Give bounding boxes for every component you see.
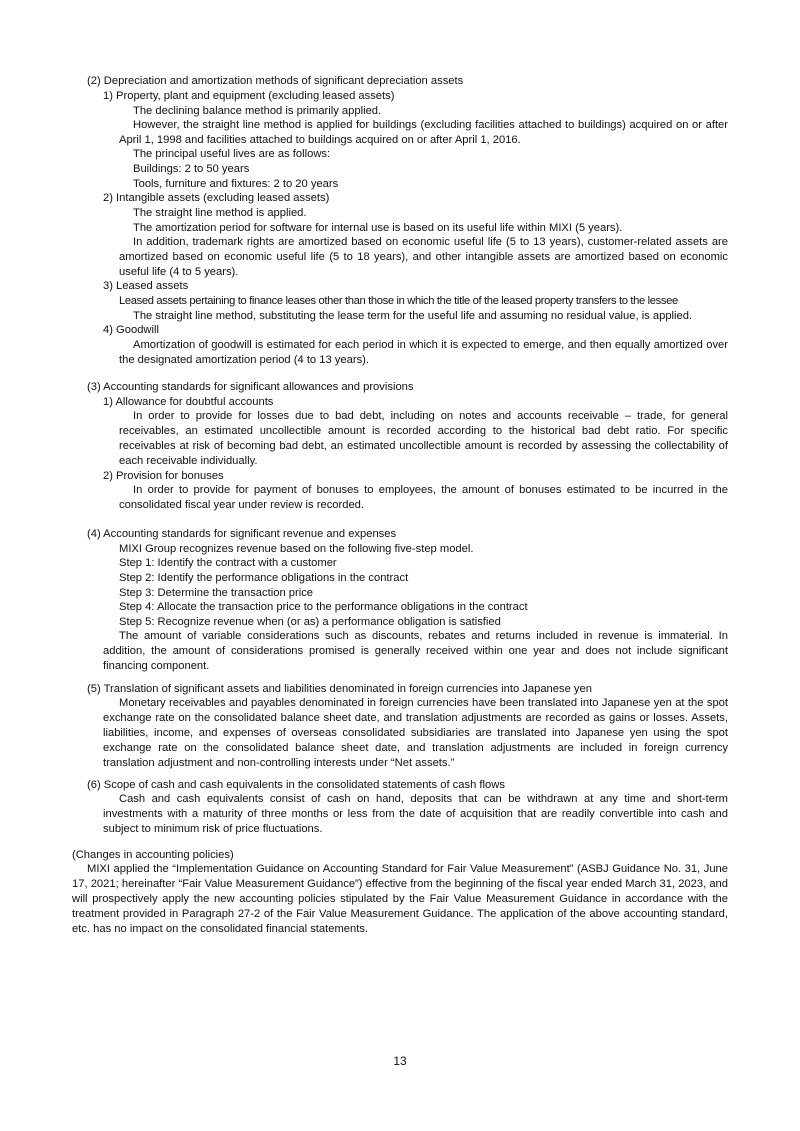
currency-p1: Monetary receivables and payables denominated in foreign currencies have been translated into Japanese yen at the spot exchange rate on the consolidated balance sheet date, and translation adjustments are recorded as gains or losses. Assets, liabilities, income, and expenses of overseas consolidated subsidiaries are translated into Japanese yen using the spot exchange rate on the consolidated balance sheet date, and translation adjustments are included in foreign currency translation adjustment and non-controlling interests under “Net assets.” <box>103 697 728 769</box>
section-4-heading: (4) Accounting standards for significant revenue and expenses <box>87 528 397 540</box>
step-5: Step 5: Recognize revenue when (or as) a performance obligation is satisfied <box>119 616 501 628</box>
intangible-p3: In addition, trademark rights are amortized based on economic useful life (5 to 13 years), customer-related assets are amortized based on economic useful life (5 to 18 years), and other intangible assets are amortized based on economic useful life (4 to 5 years). <box>119 236 728 278</box>
doubtful-p1: In order to provide for losses due to bad debt, including on notes and accounts receivable – trade, for general receivables, an estimated uncollectible amount is recorded according to the historical bad debt ratio. For specific receivables at risk of becoming bad debt, an estimated uncollectible amount is recorded by assessing the collectability of each receivable individually. <box>119 410 728 467</box>
revenue-intro: MIXI Group recognizes revenue based on the following five-step model. <box>119 543 474 555</box>
ppe-p1: The declining balance method is primarily applied. <box>133 105 382 117</box>
section-6-heading: (6) Scope of cash and cash equivalents in the consolidated statements of cash flows <box>87 779 505 791</box>
section-3-heading: (3) Accounting standards for significant allowances and provisions <box>87 381 414 393</box>
section-2-heading: (2) Depreciation and amortization methods of significant depreciation assets <box>87 75 464 87</box>
page-number: 13 <box>393 1054 407 1068</box>
section-5-heading: (5) Translation of significant assets and liabilities denominated in foreign currencies into Japanese yen <box>87 683 592 695</box>
step-2: Step 2: Identify the performance obligations in the contract <box>119 572 409 584</box>
cash-p1: Cash and cash equivalents consist of cash on hand, deposits that can be withdrawn at any time and short-term investments with a maturity of three months or less from the date of acquisition that are readily convertible into cash and subject to minimum risk of price fluctuations. <box>103 793 728 835</box>
revenue-p1: The amount of variable considerations such as discounts, rebates and returns included in revenue is immaterial. In addition, the amount of considerations promised is generally received within one year and does not include significant financing component. <box>103 630 728 672</box>
step-1: Step 1: Identify the contract with a customer <box>119 557 337 569</box>
goodwill-heading: 4) Goodwill <box>103 324 159 336</box>
intangible-p2: The amortization period for software for internal use is based on its useful life within MIXI (5 years). <box>133 222 623 234</box>
changes-p1: MIXI applied the “Implementation Guidance on Accounting Standard for Fair Value Measurement” (ASBJ Guidance No. 31, June 17, 2021; hereinafter “Fair Value Measurement Guidance”) effective from the beginning of the fiscal year ended March 31, 2023, and will prospectively apply the new accounting policies stipulated by the Fair Value Measurement Guidance in accordance with the treatment provided in Paragraph 27-2 of the Fair Value Measurement Guidance. The application of the above accounting standard, etc. has no impact on the consolidated financial statements. <box>72 863 728 935</box>
intangible-p1: The straight line method is applied. <box>133 207 307 219</box>
step-3: Step 3: Determine the transaction price <box>119 587 314 599</box>
ppe-p2: However, the straight line method is applied for buildings (excluding facilities attached to buildings) acquired on or after April 1, 1998 and facilities attached to buildings acquired on or after April 1, 2016. <box>119 119 728 146</box>
ppe-p4: Buildings: 2 to 50 years <box>133 163 250 175</box>
leased-heading: 3) Leased assets <box>103 280 189 292</box>
changes-heading: (Changes in accounting policies) <box>72 849 234 861</box>
ppe-p3: The principal useful lives are as follows: <box>133 148 331 160</box>
bonuses-p1: In order to provide for payment of bonuses to employees, the amount of bonuses estimated to be incurred in the consolidated fiscal year under review is recorded. <box>119 484 728 511</box>
doubtful-heading: 1) Allowance for doubtful accounts <box>103 396 274 408</box>
leased-p1: Leased assets pertaining to finance leases other than those in which the title of the leased property transfers to the lessee <box>119 295 678 307</box>
intangible-heading: 2) Intangible assets (excluding leased assets) <box>103 192 330 204</box>
ppe-heading: 1) Property, plant and equipment (excluding leased assets) <box>103 90 395 102</box>
goodwill-p1: Amortization of goodwill is estimated for each period in which it is expected to emerge, and then equally amortized over the designated amortization period (4 to 13 years). <box>119 339 728 366</box>
leased-p2: The straight line method, substituting the lease term for the useful life and assuming no residual value, is applied. <box>133 310 693 322</box>
bonuses-heading: 2) Provision for bonuses <box>103 470 224 482</box>
step-4: Step 4: Allocate the transaction price to the performance obligations in the contract <box>119 601 528 613</box>
ppe-p5: Tools, furniture and fixtures: 2 to 20 years <box>133 178 339 190</box>
